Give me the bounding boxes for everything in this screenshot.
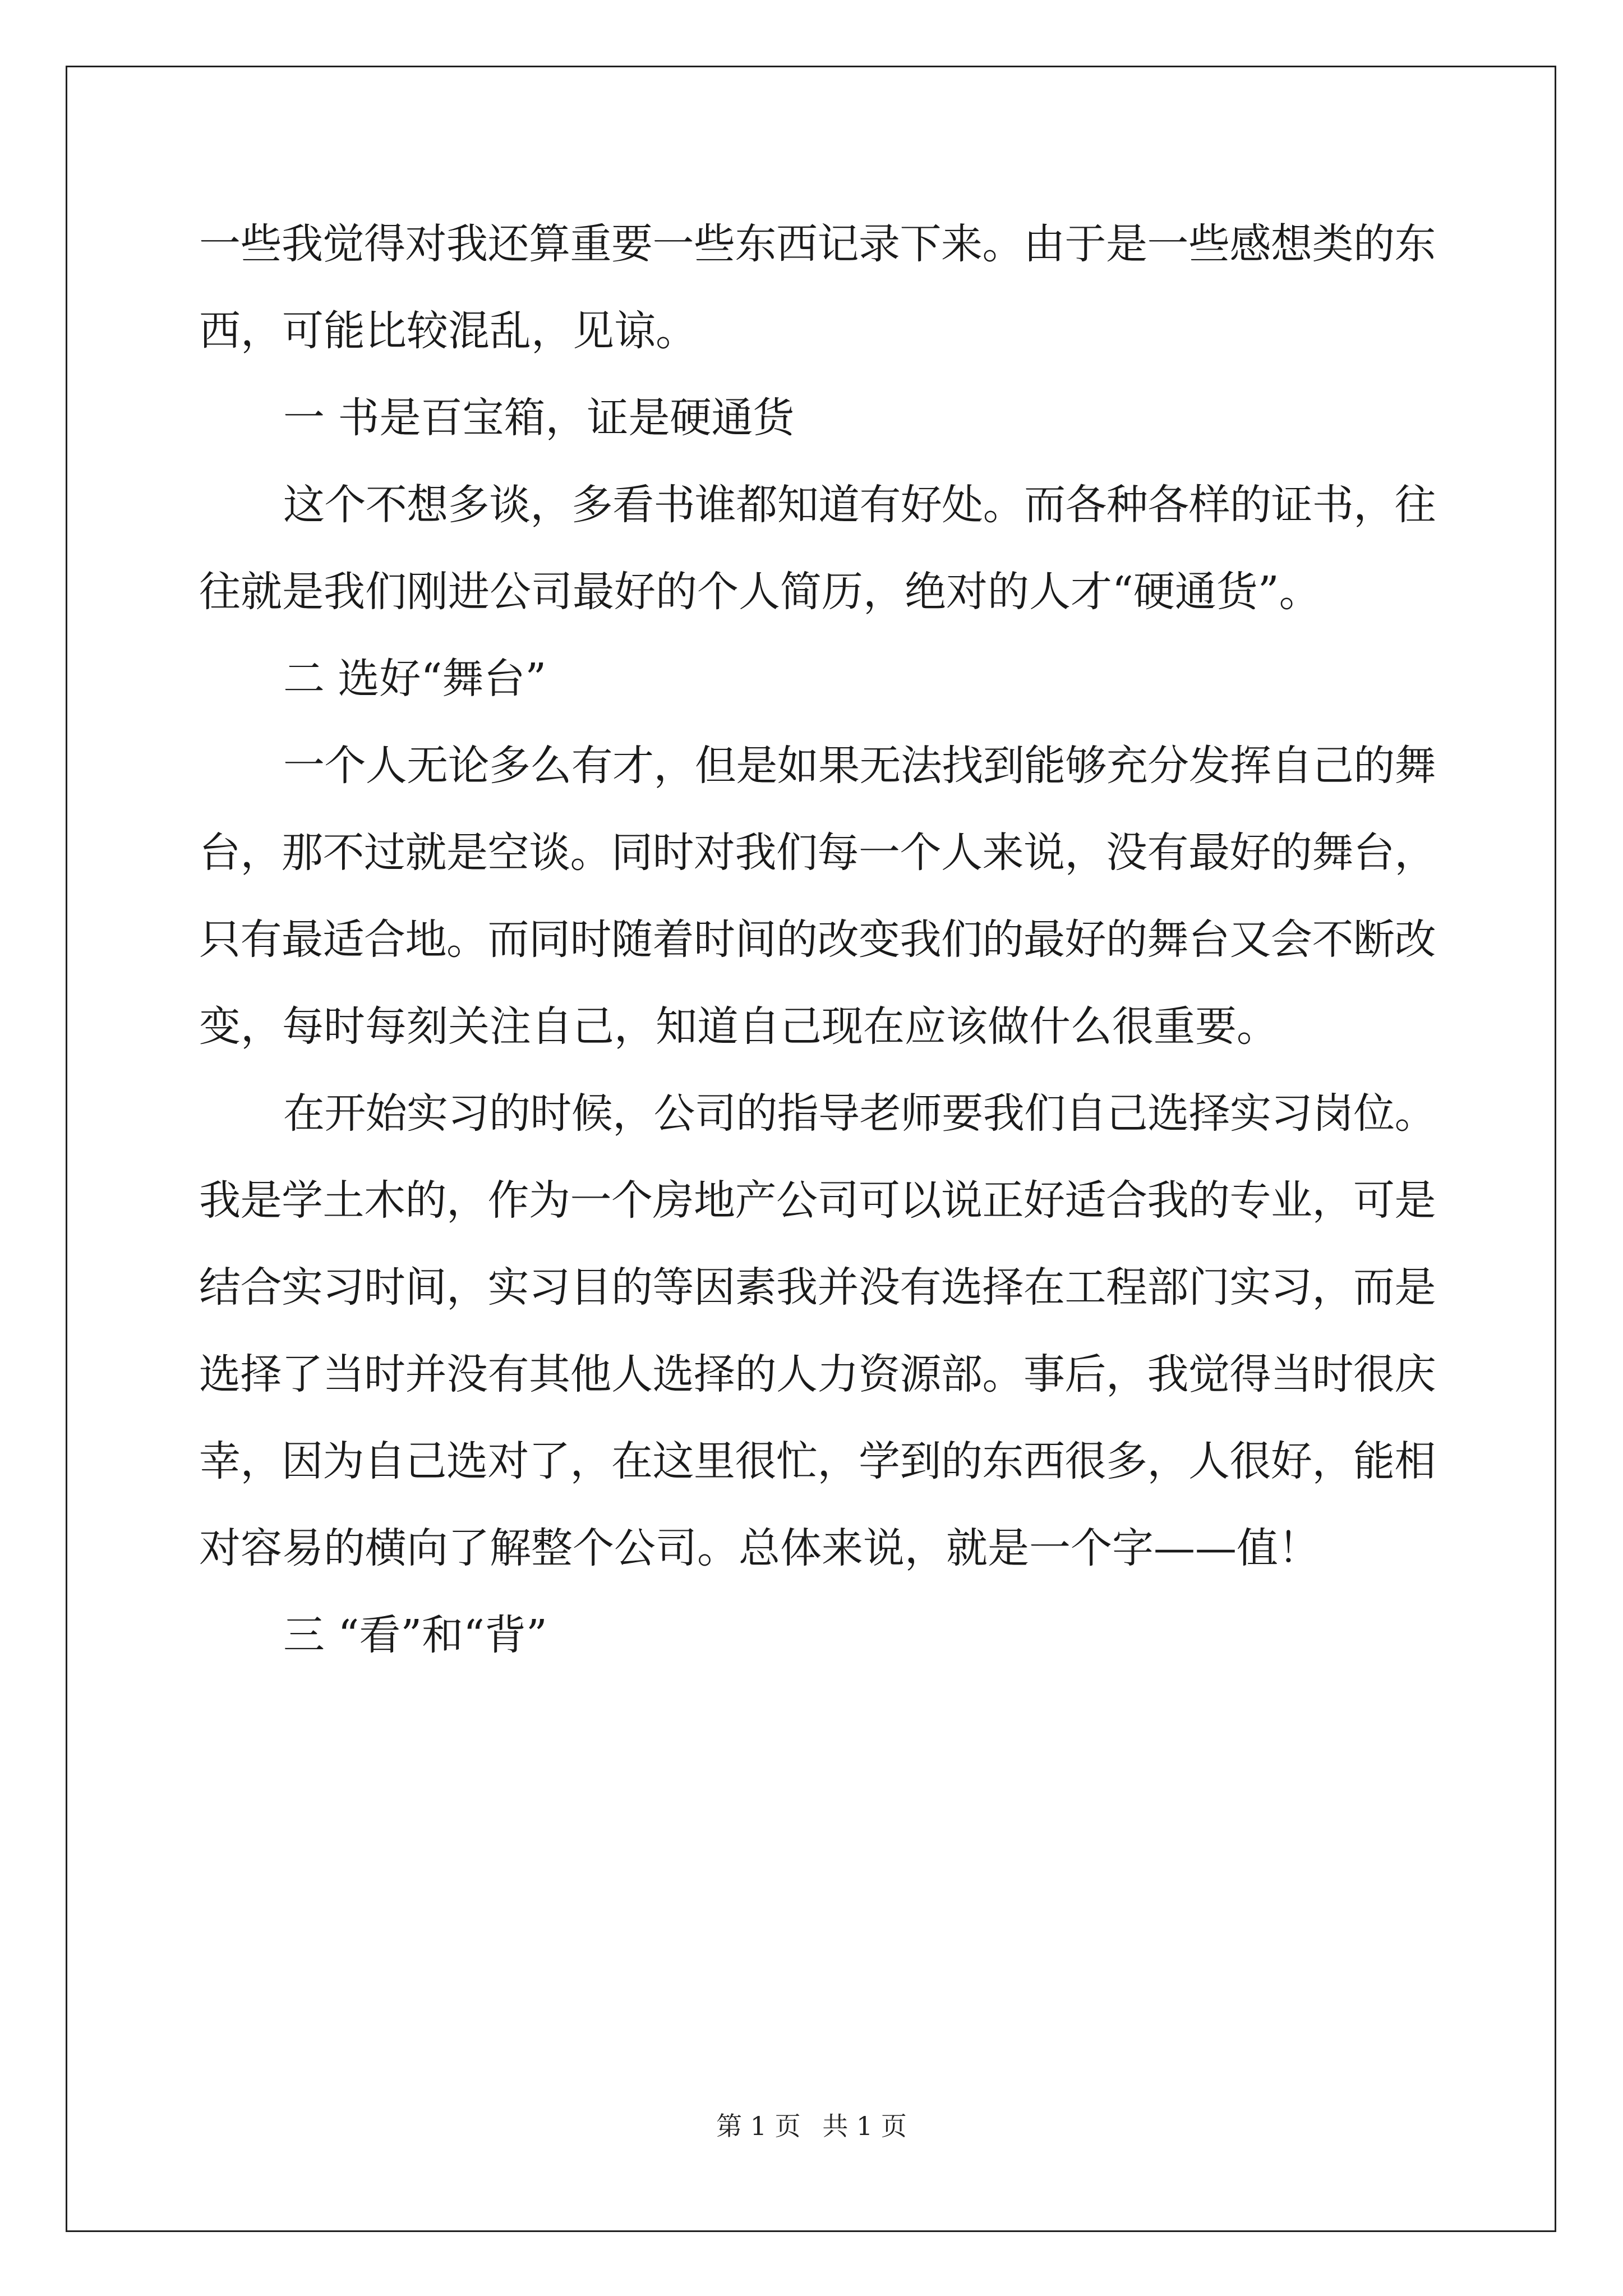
section-heading: 二 选好“舞台”	[283, 655, 547, 703]
body-text-line: 一些我觉得对我还算重要一些东西记录下来。由于是一些感想类的东	[199, 220, 1436, 268]
body-text-line: 幸，因为自己选对了，在这里很忙，学到的东西很多，人很好，能相	[199, 1437, 1436, 1485]
body-text-line: 我是学土木的，作为一个房地产公司可以说正好适合我的专业，可是	[199, 1176, 1436, 1225]
page-footer	[0, 2109, 1623, 2143]
body-text-line: 只有最适合地。而同时随着时间的改变我们的最好的舞台又会不断改	[199, 915, 1436, 964]
page-total: 共 1 页	[822, 2111, 907, 2141]
body-text-line: 西，可能比较混乱，见谅。	[199, 307, 697, 355]
body-text-line: 往就是我们刚进公司最好的个人简历，绝对的人才“硬通货”。	[199, 568, 1321, 616]
body-text-line: 选择了当时并没有其他人选择的人力资源部。事后，我觉得当时很庆	[199, 1350, 1436, 1398]
page-number: 第 1 页	[716, 2111, 801, 2141]
section-heading: 三 “看”和“背”	[283, 1611, 547, 1659]
body-text-line: 在开始实习的时候，公司的指导老师要我们自己选择实习岗位。	[283, 1089, 1436, 1138]
section-heading: 一 书是百宝箱，证是硬通货	[283, 394, 795, 442]
body-text-line: 这个不想多谈，多看书谁都知道有好处。而各种各样的证书，往	[283, 481, 1436, 529]
body-text-line: 一个人无论多么有才，但是如果无法找到能够充分发挥自己的舞	[283, 742, 1436, 790]
body-text-line: 台，那不过就是空谈。同时对我们每一个人来说，没有最好的舞台，	[199, 829, 1436, 877]
body-text-line: 对容易的横向了解整个公司。总体来说，就是一个字——值！	[199, 1524, 1320, 1572]
body-text-line: 变，每时每刻关注自己，知道自己现在应该做什么很重要。	[199, 1002, 1278, 1051]
body-text-line: 结合实习时间，实习目的等因素我并没有选择在工程部门实习，而是	[199, 1263, 1436, 1312]
